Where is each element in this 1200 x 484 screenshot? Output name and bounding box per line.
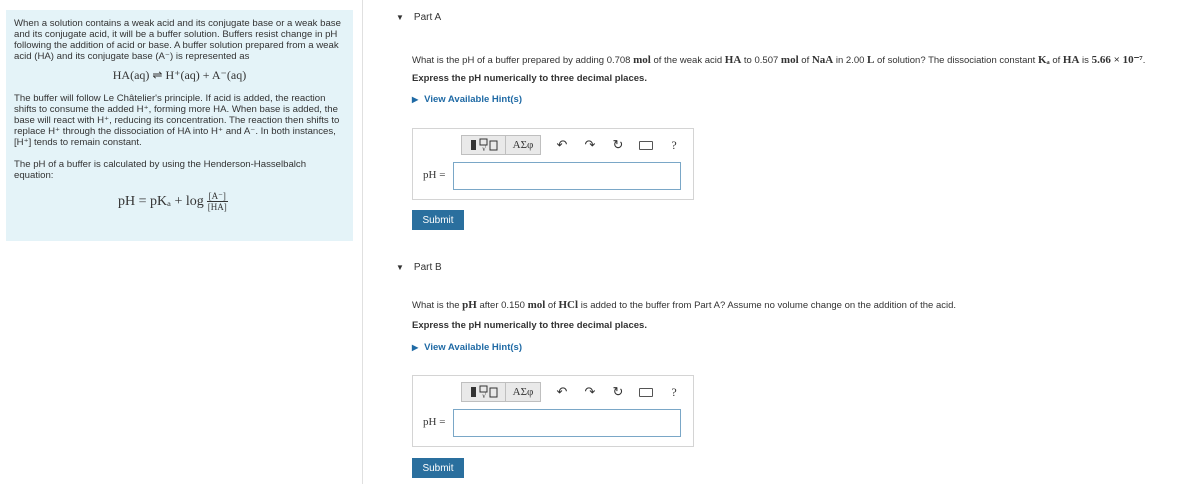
reset-icon[interactable]: ↻ xyxy=(612,384,624,399)
hh-lhs: pH = pKₐ + log xyxy=(118,194,204,209)
reset-icon[interactable]: ↻ xyxy=(612,137,624,152)
part-a-ph-input[interactable] xyxy=(453,162,681,190)
svg-text:√: √ xyxy=(481,145,486,152)
caret-right-icon: ▶ xyxy=(412,343,419,352)
collapse-triangle-icon[interactable]: ▼ xyxy=(396,13,404,22)
panel-divider xyxy=(362,0,363,484)
caret-right-icon: ▶ xyxy=(412,95,419,104)
undo-icon[interactable]: ↶ xyxy=(556,137,568,152)
part-a-toolbar xyxy=(461,135,685,155)
svg-text:√: √ xyxy=(481,392,486,399)
part-a-submit-button[interactable]: Submit xyxy=(412,210,464,230)
part-b-ph-input[interactable] xyxy=(453,409,681,437)
part-b-submit-button[interactable]: Submit xyxy=(412,458,464,478)
equilibrium-equation: HA(aq) ⇌ H⁺(aq) + A⁻(aq) xyxy=(112,68,247,82)
part-b-answer-box xyxy=(412,375,694,447)
greek-symbols-button[interactable]: ΑΣφ xyxy=(505,135,541,155)
part-a-hints-label: View Available Hint(s) xyxy=(424,94,522,105)
part-a-header[interactable] xyxy=(396,12,441,23)
part-b-header[interactable] xyxy=(396,262,442,273)
collapse-triangle-icon[interactable]: ▼ xyxy=(396,263,404,272)
part-a-hints-link[interactable] xyxy=(412,94,522,105)
templates-icon[interactable] xyxy=(461,135,505,155)
part-b-question: What is the pH after 0.150 mol of HCl is added to the buffer from Part A? Assume no volume change on the addition of the acid. xyxy=(412,299,957,311)
keyboard-icon[interactable] xyxy=(635,382,657,402)
hh-fraction xyxy=(206,191,229,212)
intro-paragraph: When a solution contains a weak acid and its conjugate base or a weak base and its conjugate acid, it will be a buffer solution. Buffers resist change in pH following the addition of acid or base. A buffer solution prepared from a weak acid (HA) and its conjugate base (A⁻) is represented as xyxy=(14,18,341,62)
part-b-toolbar xyxy=(461,382,685,402)
part-b-hints-label: View Available Hint(s) xyxy=(424,342,522,353)
redo-icon[interactable]: ↷ xyxy=(584,137,596,152)
part-a-ph-label: pH = xyxy=(423,169,446,181)
henderson-hasselbalch-equation xyxy=(118,191,345,212)
part-a-instructions: Express the pH numerically to three decimal places. xyxy=(412,73,647,84)
info-panel xyxy=(6,10,353,241)
part-a-question: What is the pH of a buffer prepared by adding 0.708 mol of the weak acid HA to 0.507 mol of NaA in 2.00 L of solution? The dissociation constant Kₐ of HA is 5.66 × 10⁻⁷. xyxy=(412,54,1146,66)
help-icon[interactable]: ? xyxy=(671,384,677,399)
greek-symbols-button[interactable]: ΑΣφ xyxy=(505,382,541,402)
part-b-hints-link[interactable] xyxy=(412,342,522,353)
redo-icon[interactable]: ↷ xyxy=(584,384,596,399)
templates-icon[interactable] xyxy=(461,382,505,402)
le-chatelier-paragraph: The buffer will follow Le Châtelier's principle. If acid is added, the reaction shifts to consume the added H⁺, forming more HA. When base is added, the base will react with H⁺, reducing its concentration. The reaction then shifts to replace H⁺ through the dissociation of HA into H⁺ and A⁻. In both instances, [H⁺] tends to remain constant. xyxy=(14,93,340,148)
keyboard-icon[interactable] xyxy=(635,135,657,155)
hh-denominator: [HA] xyxy=(207,202,227,212)
part-b-ph-label: pH = xyxy=(423,416,446,428)
part-a-answer-box xyxy=(412,128,694,200)
help-icon[interactable]: ? xyxy=(671,137,677,152)
part-b-instructions: Express the pH numerically to three decimal places. xyxy=(412,320,647,331)
henderson-intro: The pH of a buffer is calculated by using the Henderson-Hasselbalch equation: xyxy=(14,159,307,181)
undo-icon[interactable]: ↶ xyxy=(556,384,568,399)
hh-numerator: [A⁻] xyxy=(208,191,226,201)
part-a-title: Part A xyxy=(413,12,442,23)
part-b-title: Part B xyxy=(413,262,442,273)
